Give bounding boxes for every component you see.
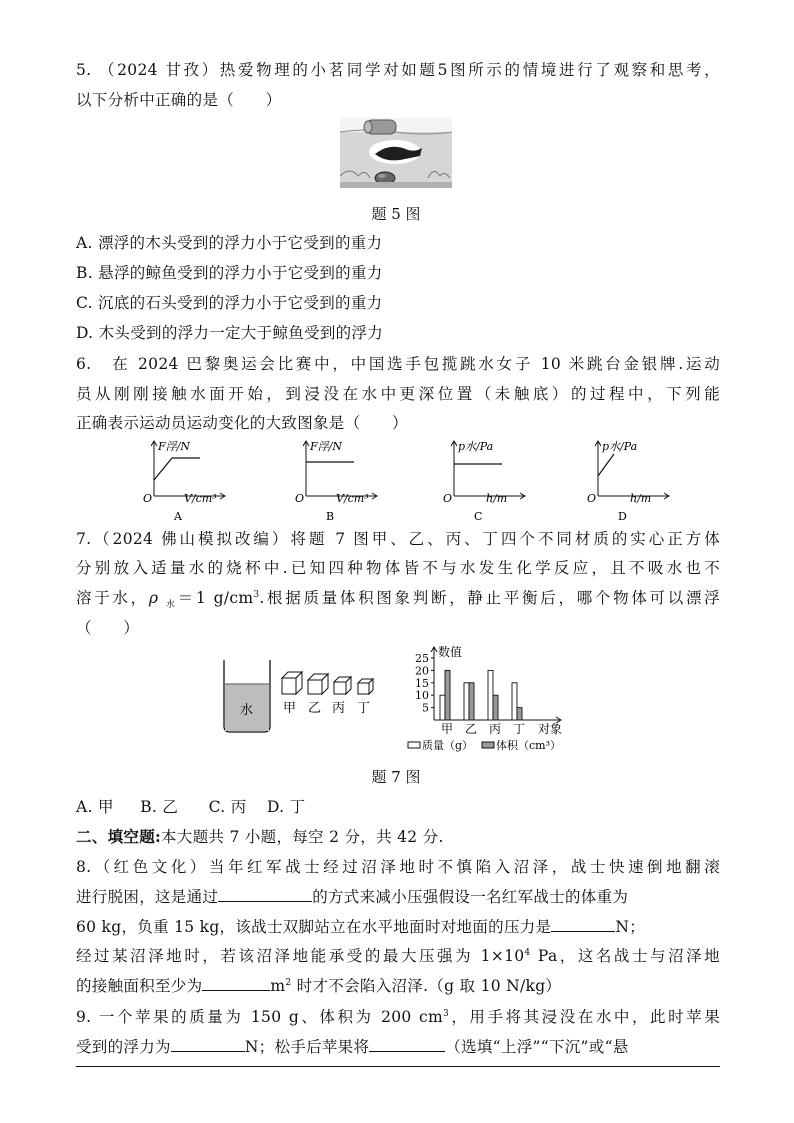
section-2-desc: 本大题共 7 小题，每空 2 分，共 42 分. [161, 828, 444, 846]
q7-line2: 分别放入适量水的烧杯中.已知四种物体皆不与水发生化学反应，且不吸水也不 [76, 559, 720, 577]
cube-label-bing: 丙 [332, 701, 346, 716]
graph-d-xlabel: h/m [630, 492, 652, 505]
q6-graph-c [440, 440, 530, 526]
chart-ylabel: 数值 [438, 645, 463, 659]
q8-blank-2[interactable] [551, 917, 615, 932]
q9-blank-2[interactable] [369, 1037, 445, 1052]
q9-line2-part2: N；松手后苹果将 [244, 1038, 370, 1056]
q7-options [76, 797, 720, 817]
cube-jia [282, 672, 302, 716]
q8-line2-part2: 的方式来减小压强假设一名红军战士的体重为 [312, 888, 629, 906]
q6-graph-a [140, 440, 230, 526]
chart-bar-volume [493, 695, 498, 720]
chart-category-label: 丙 [489, 722, 502, 736]
chart-legend-mass: 质量（g） [422, 739, 474, 752]
cube-label-yi: 乙 [308, 701, 322, 716]
graph-a-letter: A [174, 510, 182, 523]
cube-label-ding: 丁 [357, 701, 371, 716]
chart-ytick-label: 10 [415, 689, 429, 703]
q7-option-c: C. 丙 [208, 798, 247, 816]
chart-ytick-label: 15 [415, 676, 429, 690]
graph-a-ylabel: F浮/N [158, 440, 190, 453]
graph-c-ylabel: p水/Pa [458, 440, 494, 453]
chart-bar-volume [469, 683, 474, 720]
graph-a-origin: O [143, 492, 153, 505]
graph-a-xlabel: V/cm³ [184, 492, 217, 505]
q6-line2: 员从刚刚接触水面开始，到浸没在水中更深位置（未触底）的过程中，下列能 [76, 385, 720, 403]
q9-blank-1[interactable] [171, 1037, 245, 1052]
graph-b-origin: O [295, 492, 305, 505]
q8-blank-1[interactable] [218, 887, 312, 902]
cube-bing [332, 677, 351, 716]
cube-yi [308, 674, 328, 716]
q5-line2: 以下分析中正确的是（ ） [76, 91, 282, 109]
cube-label-jia: 甲 [283, 701, 297, 716]
beaker [224, 660, 270, 732]
chart-legend-swatch-volume [482, 742, 494, 748]
q5-option-b: B. 悬浮的鲸鱼受到的浮力小于它受到的重力 [76, 264, 383, 282]
q8-blank-3[interactable] [202, 976, 270, 991]
chart-bar-mass [512, 683, 517, 720]
graph-d-ylabel: p水/Pa [602, 440, 638, 453]
q5-option-a: A. 漂浮的木头受到的浮力小于它受到的重力 [76, 234, 383, 252]
chart-legend-swatch-mass [408, 742, 420, 748]
graph-d-origin: O [587, 492, 597, 505]
graph-c-letter: C [474, 510, 483, 523]
chart-category-label: 甲 [441, 722, 454, 736]
chart-ytick-label: 5 [422, 701, 429, 715]
q5-line1 [76, 60, 720, 80]
chart-category-label: 丁 [513, 722, 526, 736]
q8-line5 [76, 976, 720, 996]
section-2-title: 二、填空题: [76, 827, 162, 846]
q8-line3 [76, 917, 720, 937]
graph-d-letter: D [618, 510, 627, 523]
chart-bar-mass [440, 695, 445, 720]
q9-line1: 9. 一个苹果的质量为 150 g、体积为 200 $cm^3$，用手将其浸没在水中，此时苹果 [76, 1008, 720, 1026]
graph-b-ylabel: F浮/N [310, 440, 342, 453]
q7-line4: （ ） [76, 619, 140, 637]
q7-option-a: A. 甲 [76, 798, 114, 816]
q8-line1: 8.（红色文化）当年红军战士经过沼泽地时不慎陷入沼泽，战士快速倒地翻滚 [76, 858, 720, 876]
chart-legend-volume: 体积（cm³） [496, 739, 562, 752]
q7-caption: 题 7 图 [371, 768, 421, 786]
q9-line2-part3: （选填“上浮”“下沉”或“悬 [445, 1038, 629, 1056]
q5-stem: （2024 甘孜）热爱物理的小茗同学对如题5图所示的情境进行了观察和思考， [98, 61, 720, 79]
chart-category-label: 乙 [465, 722, 478, 736]
section-2-heading [76, 827, 720, 847]
q8-line4: 经过某沼泽地时，若该沼泽地能承受的最大压强为 $1\times 10^4$ Pa，这名战士与沼泽地 [76, 947, 720, 965]
graph-b-letter: B [326, 510, 335, 523]
graph-b-xlabel: V/cm³ [336, 492, 369, 505]
q5-option-d: D. 木头受到的浮力一定大于鲸鱼受到的浮力 [76, 324, 384, 342]
chart-ytick-label: 20 [415, 664, 429, 678]
q8-line2-part1: 进行脱困，这是通过 [76, 888, 219, 906]
cube-ding [357, 679, 373, 716]
q5-figure [340, 118, 452, 188]
q6-line1: 6. 在 2024 巴黎奥运会比赛中，中国选手包揽跳水女子 10 米跳台金银牌.运动 [76, 355, 720, 373]
q7-bar-chart [396, 640, 582, 760]
q8-line5-part1: 的接触面积至少为 [76, 977, 203, 995]
chart-bar-volume [517, 708, 522, 720]
q9-line2 [76, 1037, 720, 1057]
chart-bar-mass [464, 683, 469, 720]
graph-c-xlabel: h/m [486, 492, 508, 505]
q6-line3: 正确表示运动员运动变化的大致图象是（ ） [76, 414, 408, 432]
footer-rule [76, 1066, 720, 1067]
q5-caption: 题 5 图 [371, 205, 421, 223]
chart-bar-volume [445, 670, 450, 720]
graph-c-origin: O [443, 492, 453, 505]
q5-option-c: C. 沉底的石头受到的浮力小于它受到的重力 [76, 294, 383, 312]
q6-graph-d [584, 440, 674, 526]
chart-ytick-label: 25 [415, 652, 429, 665]
q8-line3-part1: 60 kg，负重 15 kg，该战士双脚站立在水平地面时对地面的压力是 [76, 918, 552, 936]
q7-line1: 7.（2024 佛山模拟改编）将题 7 图甲、乙、丙、丁四个不同材质的实心正方体 [76, 530, 720, 548]
q7-option-d: D. 丁 [266, 798, 306, 816]
q7-line3: 溶于水，ρ $_水$＝1 $g/cm^3$.根据质量体积图象判断，静止平衡后，哪个物体可以漂浮 [76, 589, 720, 611]
chart-xlabel: 对象 [538, 722, 563, 736]
q6-graph-b [292, 440, 382, 526]
floating-wood [364, 120, 396, 134]
q8-line3-part2: N； [615, 918, 646, 936]
q8-line2 [76, 887, 720, 907]
beaker-water-label: 水 [240, 703, 254, 718]
chart-bar-mass [488, 670, 493, 720]
q7-beaker-figure [218, 656, 382, 736]
q7-option-b: B. 乙 [140, 798, 179, 816]
q9-line2-part1: 受到的浮力为 [76, 1038, 171, 1056]
q5-number: 5. [76, 61, 92, 79]
q8-line5-part2: $m^2$ 时才不会陷入沼泽.（g 取 10 N/kg） [270, 977, 562, 995]
